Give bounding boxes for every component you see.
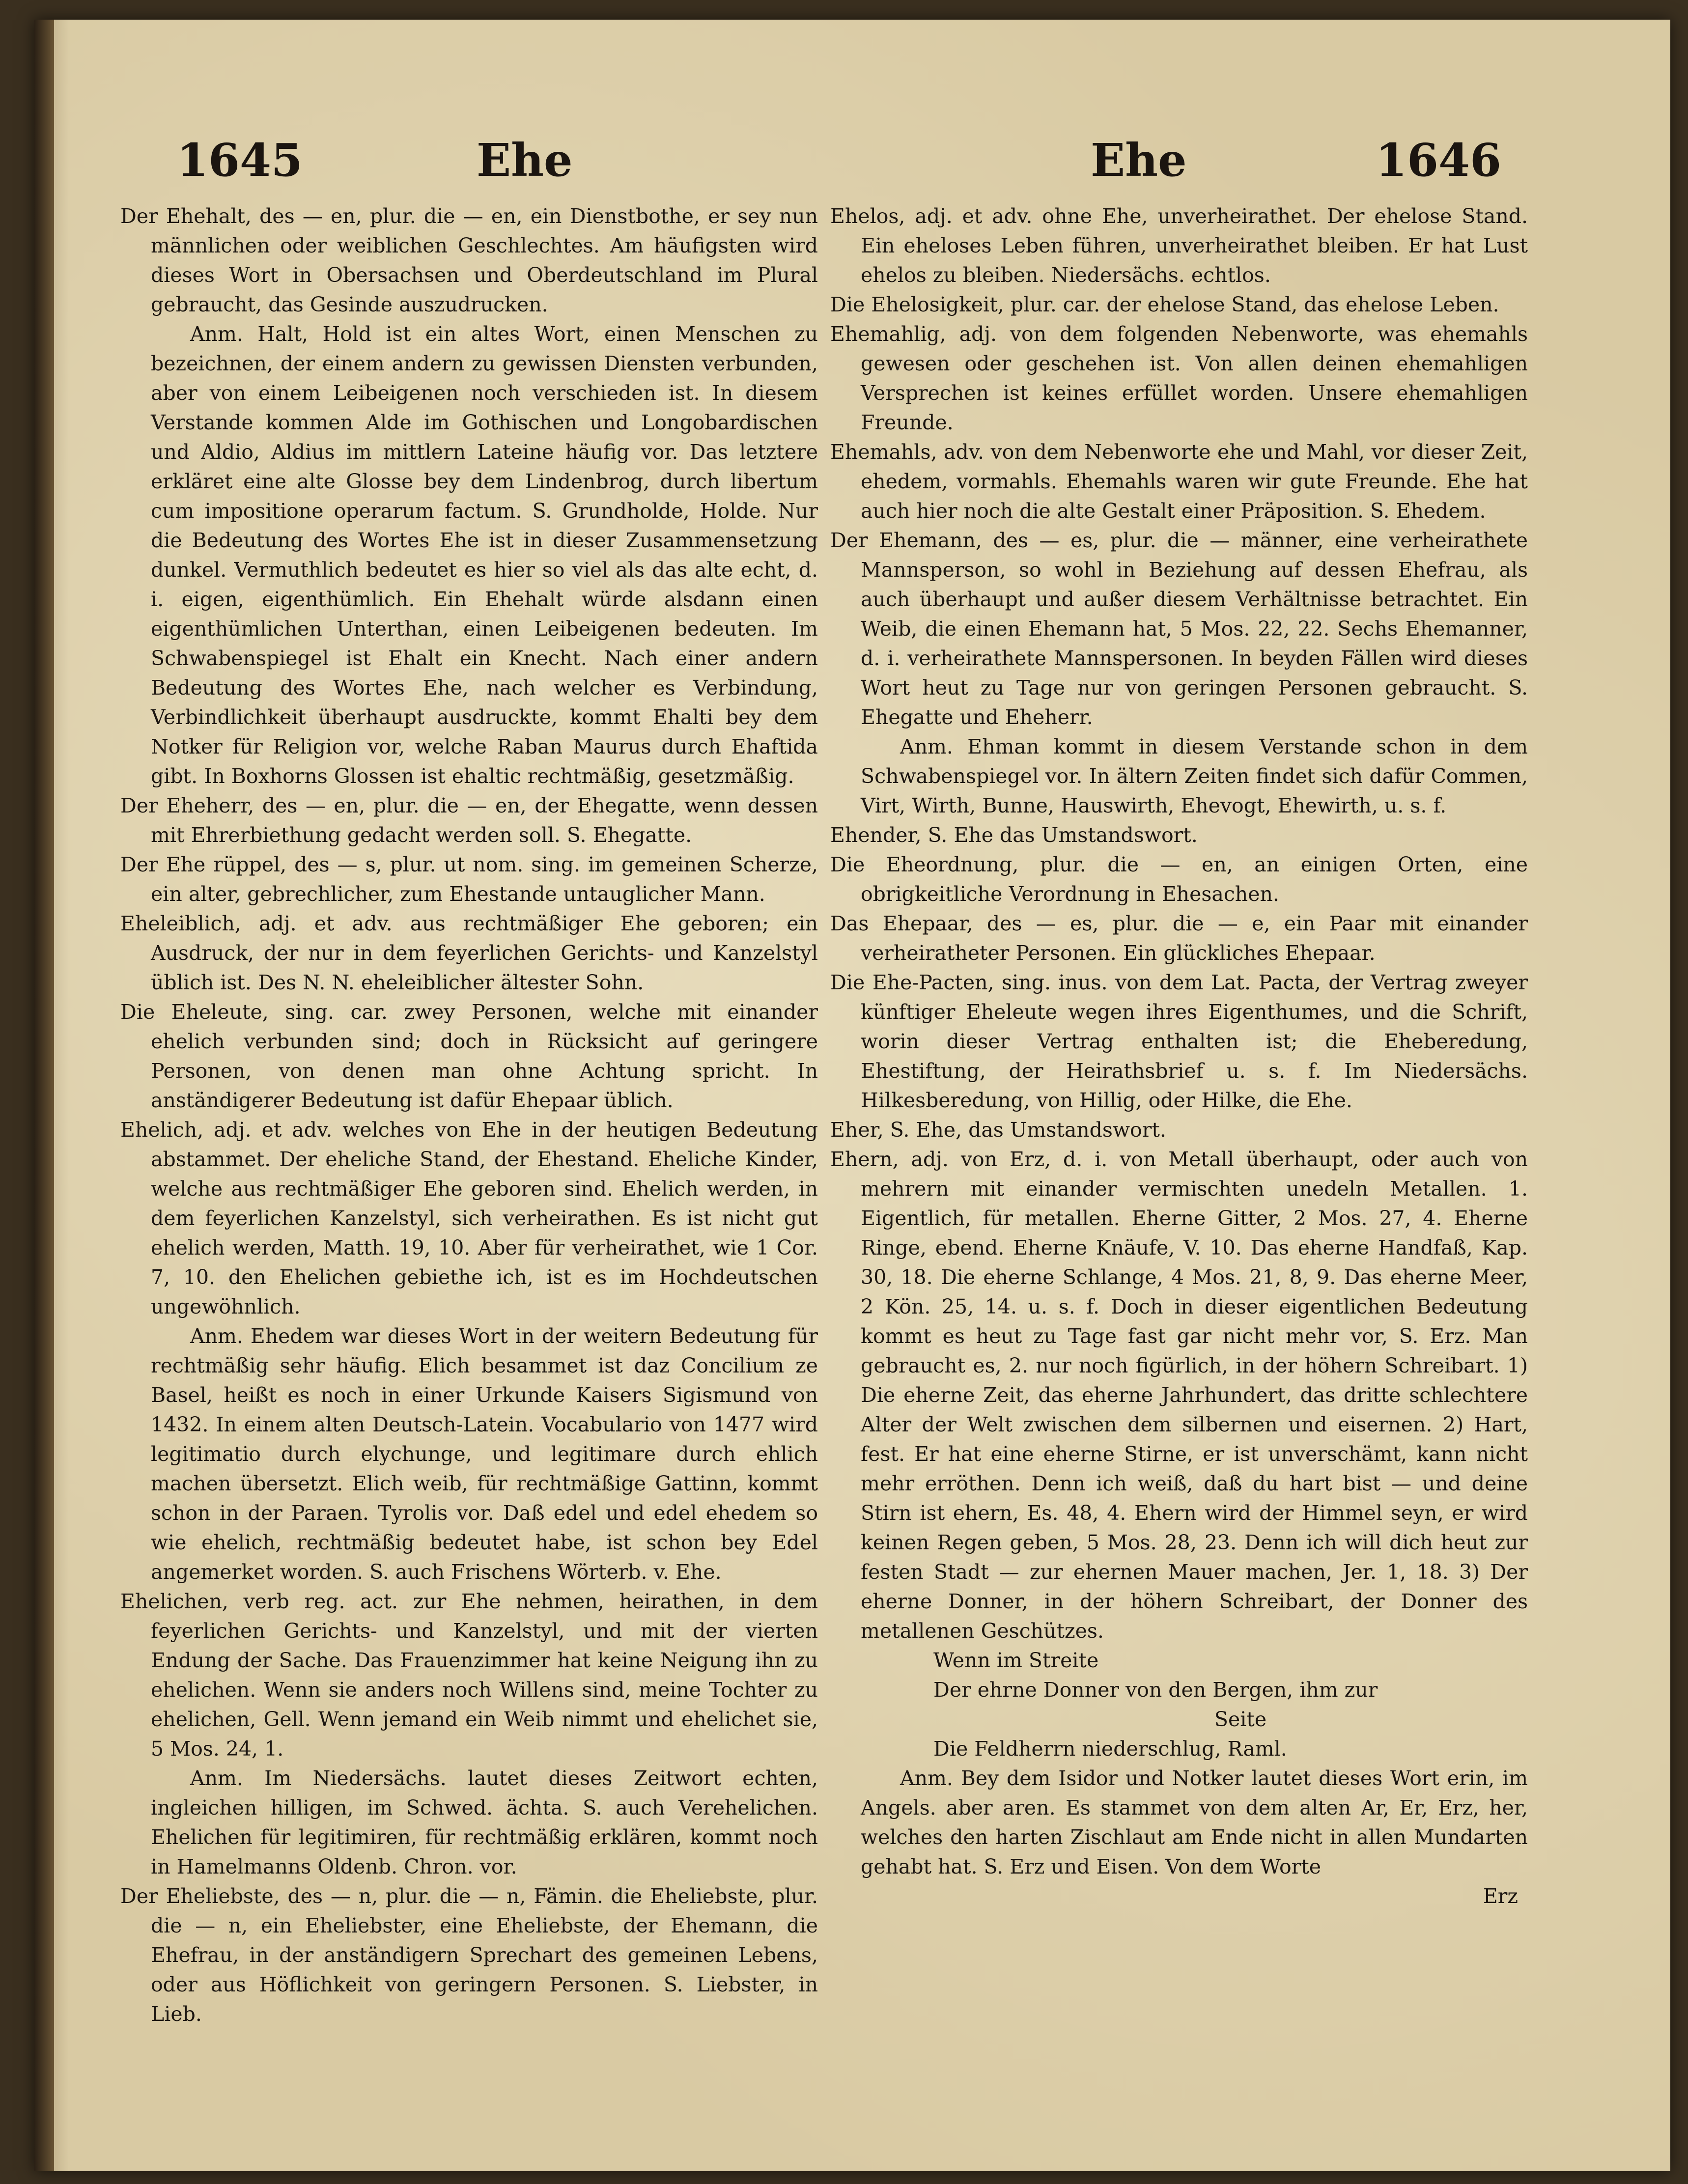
book-page [34,20,1670,2171]
entry-ehelich: Ehelich, adj. et adv. welches von Ehe in der heutigen Bedeutung abstammet. Der eheliche Stand, der Ehestand. Eheliche Kinder, welche aus rechtmäßiger Ehe geboren sind. Ehelich werden, in dem feyerlichen Kanzelstyl, sich verheirathen. Es ist nicht gut ehelich werden, Matth. 19, 10. Aber für verheirathet, wie 1 Cor. 7, 10. den Ehelichen gebiethe ich, ist es im Hochdeutschen ungewöhnlich. [120,1118,818,1318]
verse-line-1: Wenn im Streite [933,1649,1099,1672]
entry-eheordnung: Die Eheordnung, plur. die — en, an einigen Orten, eine obrigkeitliche Verordnung in Ehesachen. [830,853,1528,906]
entry-eher: Eher, S. Ehe, das Umstandswort. [830,1118,1166,1142]
entry-eheherr: Der Eheherr, des — en, plur. die — en, der Ehegatte, wenn dessen mit Ehrerbiethung gedacht werden soll. S. Ehegatte. [120,794,818,847]
note-ehemann: Anm. Ehman kommt in diesem Verstande schon in dem Schwabenspiegel vor. In ältern Zeiten findet sich dafür Commen, Virt, Wirth, Bunne, Hauswirth, Ehevogt, Ehewirth, u. s. f. [861,735,1528,817]
note-ehern: Anm. Bey dem Isidor und Notker lautet dieses Wort erin, im Angels. aber aren. Es stammet von dem alten Ar, Er, Erz, her, welches den harten Zischlaut am Ende nicht in allen Mundarten gehabt hat. S. Erz und Eisen. Von dem Worte [861,1766,1528,1878]
entry-ehepacten: Die Ehe-Pacten, sing. inus. von dem Lat. Pacta, der Vertrag zweyer künftiger Eheleute wegen ihres Eigenthumes, und die Schrift, worin dieser Vertrag enthalten ist; die Eheberedung, Ehestiftung, der Heirathsbrief u. s. f. Im Niedersächs. Hilkesberedung, von Hillig, oder Hilke, die Ehe. [830,971,1528,1112]
entry-ehemahlig: Ehemahlig, adj. von dem folgenden Nebenworte, was ehemahls gewesen oder geschehen ist. Von allen deinen ehemahligen Versprechen ist keines erfüllet worden. Unsere ehemahligen Freunde. [830,322,1528,434]
entry-ehemann: Der Ehemann, des — es, plur. die — männer, eine verheirathete Mannsperson, so wohl in Beziehung auf dessen Ehefrau, als auch überhaupt und außer diesem Verhältnisse betrachtet. Ein Weib, die einen Ehemann hat, 5 Mos. 22, 22. Sechs Ehemanner, d. i. verheirathete Mannspersonen. In beyden Fällen wird dieses Wort heut zu Tage nur von geringen Personen gebraucht. S. Ehegatte und Eheherr. [830,529,1528,729]
note-ehelichen: Anm. Im Niedersächs. lautet dieses Zeitwort echten, ingleichen hilligen, im Schwed. ächta. S. auch Verehelichen. Ehelichen für legitimiren, für rechtmäßig erklären, kommt noch in Hamelmanns Oldenb. Chron. vor. [151,1766,818,1878]
entry-ehehalt: Der Ehehalt, des — en, plur. die — en, ein Dienstbothe, er sey nun männlichen oder weiblichen Geschlechtes. Am häufigsten wird dieses Wort in Obersachsen und Oberdeutschland im Plural gebraucht, das Gesinde auszudrucken. [120,204,818,316]
verse-line-2: Der ehrne Donner von den Bergen, ihm zur [933,1678,1378,1702]
note-ehehalt: Anm. Halt, Hold ist ein altes Wort, einen Menschen zu bezeichnen, der einem andern zu gewissen Diensten verbunden, aber von einem Leibeigenen noch verschieden ist. In diesem Verstande kommen Alde im Gothischen und Longobardischen und Aldio, Aldius im mittlern Lateine häufig vor. Das letztere erkläret eine alte Glosse bey dem Lindenbrog, durch libertum cum impositione operarum factum. S. Grundholde, Holde. Nur die Bedeutung des Wortes Ehe ist in dieser Zusammensetzung dunkel. Vermuthlich bedeutet es hier so viel als das alte echt, d. i. eigen, eigenthümlich. Ein Ehehalt würde alsdann einen eigenthümlichen Unterthan, einen Leibeigenen bedeuten. Im Schwabenspiegel ist Ehalt ein Knecht. Nach einer andern Bedeutung des Wortes Ehe, nach welcher es Verbindung, Verbindlichkeit überhaupt ausdruckte, kommt Ehalti bey dem Notker für Religion vor, welche Raban Maurus durch Ehaftida gibt. In Boxhorns Glossen ist ehaltic rechtmäßig, gesetzmäßig. [151,322,818,788]
page-gutter [34,20,54,2171]
entry-ehelichen: Ehelichen, verb reg. act. zur Ehe nehmen, heirathen, in dem feyerlichen Gerichts- und Kanzelstyl, und mit der vierten Endung der Sache. Das Frauenzimmer hat keine Neigung ihn zu ehelichen. Wenn sie anders noch Willens sind, meine Tochter zu ehelichen, Gell. Wenn jemand ein Weib nimmt und ehelichet sie, 5 Mos. 24, 1. [120,1590,818,1761]
entry-ehemahls: Ehemahls, adv. von dem Nebenworte ehe und Mahl, vor dieser Zeit, ehedem, vormahls. Ehemahls waren wir gute Freunde. Ehe hat auch hier noch die alte Gestalt einer Präposition. S. Ehedem. [830,440,1528,523]
right-column [830,201,1528,1911]
entry-eheliebste: Der Eheliebste, des — n, plur. die — n, Fämin. die Eheliebste, plur. die — n, ein Eheliebster, eine Eheliebste, der Ehemann, die Ehefrau, in der anständigern Sprechart des gemeinen Lebens, oder aus Höflichkeit von geringern Personen. S. Liebster, in Lieb. [120,1884,818,2026]
running-headword-left: Ehe [477,134,573,187]
page-number-right: 1646 [1376,134,1502,187]
running-header [34,118,1670,187]
left-column [120,201,818,2029]
entry-eheleute: Die Eheleute, sing. car. zwey Personen, welche mit einander ehelich verbunden sind; doch in Rücksicht auf geringere Personen, von denen man ohne Achtung spricht. In anständigerer Bedeutung ist dafür Ehepaar üblich. [120,1000,818,1112]
note-ehelich: Anm. Ehedem war dieses Wort in der weitern Bedeutung für rechtmäßig sehr häufig. Elich besammet ist daz Concilium ze Basel, heißt es noch in einer Urkunde Kaisers Sigismund von 1432. In einem alten Deutsch-Latein. Vocabulario von 1477 wird legitimatio durch elychunge, und legitimare durch ehlich machen übersetzt. Elich weib, für rechtmäßige Gattinn, kommt schon in der Paraen. Tyrolis vor. Daß edel und edel ehedem so wie ehelich, rechtmäßig bedeutet habe, ist schon bey Edel angemerket worden. S. auch Frischens Wörterb. v. Ehe. [151,1324,818,1584]
entry-ehekruppel: Der Ehe rüppel, des — s, plur. ut nom. sing. im gemeinen Scherze, ein alter, gebrechlicher, zum Ehestande untauglicher Mann. [120,853,818,906]
entry-ehepaar: Das Ehepaar, des — es, plur. die — e, ein Paar mit einander verheiratheter Personen. Ein glückliches Ehepaar. [830,912,1528,965]
verse-line-3: Seite [1214,1708,1267,1731]
page-number-left: 1645 [177,134,303,187]
entry-ehelosigkeit: Die Ehelosigkeit, plur. car. der ehelose Stand, das ehelose Leben. [830,293,1499,316]
entry-ehern: Ehern, adj. von Erz, d. i. von Metall überhaupt, oder auch von mehrern mit einander vermischten unedeln Metallen. 1. Eigentlich, für metallen. Eherne Gitter, 2 Mos. 27, 4. Eherne Ringe, ebend. Eherne Knäufe, V. 10. Das eherne Handfaß, Kap. 30, 18. Die eherne Schlange, 4 Mos. 21, 8, 9. Das eherne Meer, 2 Kön. 25, 14. u. s. f. Doch in dieser eigentlichen Bedeutung kommt es heut zu Tage fast gar nicht mehr vor, S. Erz. Man gebraucht es, 2. nur noch figürlich, in der höhern Schreibart. 1) Die eherne Zeit, das eherne Jahrhundert, das dritte schlechtere Alter der Welt zwischen dem silbernen und eisernen. 2) Hart, fest. Er hat eine eherne Stirne, er ist unverschämt, kann nicht mehr erröthen. Denn ich weiß, daß du hart bist — und deine Stirn ist ehern, Es. 48, 4. Ehern wird der Himmel seyn, er wird keinen Regen geben, 5 Mos. 28, 23. Denn ich will dich heut zur festen Stadt — zur ehernen Mauer machen, Jer. 1, 18. 3) Der eherne Donner, in der höhern Schreibart, der Donner des metallenen Geschützes. [830,1148,1528,1643]
verse-line-4: Die Feldherrn niederschlug, Raml. [933,1737,1287,1761]
entry-ehelos: Ehelos, adj. et adv. ohne Ehe, unverheirathet. Der ehelose Stand. Ein eheloses Leben führen, unverheirathet bleiben. Er hat Lust ehelos zu bleiben. Niedersächs. echtlos. [830,204,1528,287]
catchword: Erz [1483,1884,1518,1908]
running-headword-right: Ehe [1091,134,1187,187]
entry-eheleiblich: Eheleiblich, adj. et adv. aus rechtmäßiger Ehe geboren; ein Ausdruck, der nur in dem feyerlichen Gerichts- und Kanzelstyl üblich ist. Des N. N. eheleiblicher ältester Sohn. [120,912,818,994]
entry-ehender: Ehender, S. Ehe das Umstandswort. [830,823,1198,847]
